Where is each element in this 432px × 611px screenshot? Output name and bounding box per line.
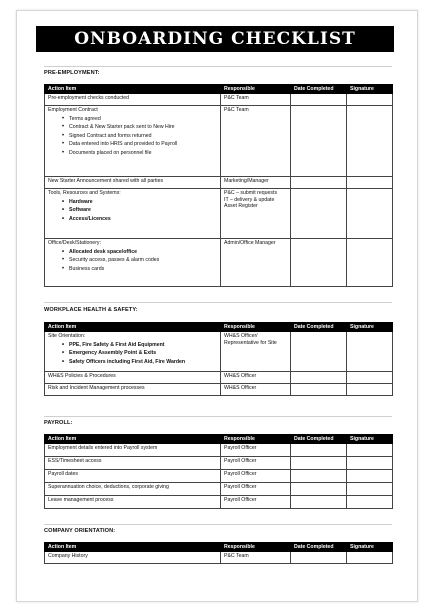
action-item: Company History	[45, 552, 221, 564]
date-completed-cell[interactable]	[291, 94, 347, 106]
table-row	[45, 444, 393, 457]
table-row	[45, 483, 393, 496]
bullet-list	[62, 341, 217, 367]
table-row	[45, 177, 393, 189]
date-completed-cell[interactable]	[291, 372, 347, 384]
list-item: • Documents placed on personnel file	[62, 149, 217, 158]
date-completed-cell[interactable]	[291, 496, 347, 509]
action-item: Payroll dates	[45, 470, 221, 483]
workplace-health-safety-table	[44, 322, 393, 396]
responsible: P&C – submit requests IT – delivery & update Asset Register	[221, 189, 291, 239]
page-title: ONBOARDING CHECKLIST	[36, 26, 394, 52]
divider	[44, 524, 392, 525]
table-row	[45, 470, 393, 483]
date-completed-cell[interactable]	[291, 457, 347, 470]
responsible: Payroll Officer	[221, 457, 291, 470]
responsible: Admin/Office Manager	[221, 239, 291, 287]
list-item: • Hardware	[62, 198, 217, 207]
signature-cell[interactable]	[347, 106, 393, 177]
signature-cell[interactable]	[347, 496, 393, 509]
responsible: P&C Team	[221, 552, 291, 564]
signature-cell[interactable]	[347, 457, 393, 470]
action-item: Tools, Resources and Systems:	[48, 190, 121, 196]
action-item: Site Orientation:	[48, 333, 86, 339]
responsible: Payroll Officer	[221, 483, 291, 496]
signature-cell[interactable]	[347, 552, 393, 564]
signature-cell[interactable]	[347, 189, 393, 239]
date-completed-cell[interactable]	[291, 189, 347, 239]
list-item: • Terms agreed	[62, 115, 217, 124]
list-item: • Access/Licences	[62, 215, 217, 224]
action-item-cell	[45, 106, 221, 177]
header-responsible: Responsible	[221, 543, 291, 552]
bullet-list	[62, 248, 217, 274]
responsible: Marketing/Manager	[221, 177, 291, 189]
signature-cell[interactable]	[347, 483, 393, 496]
table-row	[45, 384, 393, 396]
header-signature: Signature	[347, 435, 393, 444]
header-action-item: Action Item	[45, 543, 221, 552]
action-item: Office/Desk/Stationery:	[48, 240, 101, 246]
date-completed-cell[interactable]	[291, 552, 347, 564]
action-item: Employment Contract	[48, 107, 98, 113]
table-header-row	[45, 85, 393, 94]
table-header-row	[45, 323, 393, 332]
action-item: Superannuation choice, deductions, corporate giving	[45, 483, 221, 496]
table-row	[45, 372, 393, 384]
date-completed-cell[interactable]	[291, 384, 347, 396]
signature-cell[interactable]	[347, 372, 393, 384]
table-header-row	[45, 543, 393, 552]
signature-cell[interactable]	[347, 444, 393, 457]
table-row	[45, 94, 393, 106]
responsible: P&C Team	[221, 106, 291, 177]
list-item: • Safety Officers including First Aid, Fire Warden	[62, 358, 217, 367]
table-row	[45, 332, 393, 372]
list-item: • Emergency Assembly Point & Exits	[62, 349, 217, 358]
section-label-workplace-health-safety: WORKPLACE HEALTH & SAFETY:	[44, 307, 138, 313]
signature-cell[interactable]	[347, 94, 393, 106]
header-responsible: Responsible	[221, 323, 291, 332]
list-item: • Contract & New Starter pack sent to New Hire	[62, 123, 217, 132]
header-date-completed: Date Completed	[291, 543, 347, 552]
table-row	[45, 189, 393, 239]
header-responsible: Responsible	[221, 85, 291, 94]
responsible: WH&S Officer	[221, 384, 291, 396]
action-item: WH&S Policies & Procedures	[45, 372, 221, 384]
company-orientation-table	[44, 542, 393, 564]
header-signature: Signature	[347, 543, 393, 552]
header-signature: Signature	[347, 323, 393, 332]
list-item: • PPE, Fire Safety & First Aid Equipment	[62, 341, 217, 350]
date-completed-cell[interactable]	[291, 470, 347, 483]
divider	[44, 302, 392, 303]
header-signature: Signature	[347, 85, 393, 94]
header-action-item: Action Item	[45, 323, 221, 332]
section-label-company-orientation: COMPANY ORIENTATION:	[44, 528, 116, 534]
list-item: • Data entered into HRIS and provided to Payroll	[62, 140, 217, 149]
action-item: Pre-employment checks conducted	[45, 94, 221, 106]
action-item: Leave management process	[45, 496, 221, 509]
section-label-payroll: PAYROLL:	[44, 420, 73, 426]
signature-cell[interactable]	[347, 177, 393, 189]
divider	[44, 66, 392, 67]
action-item: ESS/Timesheet access	[45, 457, 221, 470]
action-item: Risk and Incident Management processes	[45, 384, 221, 396]
list-item: • Allocated desk space/office	[62, 248, 217, 257]
date-completed-cell[interactable]	[291, 483, 347, 496]
divider	[44, 416, 392, 417]
signature-cell[interactable]	[347, 239, 393, 287]
date-completed-cell[interactable]	[291, 444, 347, 457]
pre-employment-table	[44, 84, 393, 287]
responsible: Payroll Officer	[221, 444, 291, 457]
header-date-completed: Date Completed	[291, 323, 347, 332]
responsible: Payroll Officer	[221, 496, 291, 509]
action-item: New Starter Announcement shared with all parties	[45, 177, 221, 189]
table-row	[45, 552, 393, 564]
responsible: WH&S Officer/ Representative for Site	[221, 332, 291, 372]
table-row	[45, 457, 393, 470]
header-date-completed: Date Completed	[291, 85, 347, 94]
header-action-item: Action Item	[45, 435, 221, 444]
signature-cell[interactable]	[347, 384, 393, 396]
table-row	[45, 496, 393, 509]
list-item: • Signed Contract and forms returned	[62, 132, 217, 141]
header-action-item: Action Item	[45, 85, 221, 94]
action-item-cell	[45, 189, 221, 239]
header-responsible: Responsible	[221, 435, 291, 444]
action-item-cell	[45, 239, 221, 287]
responsible: Payroll Officer	[221, 470, 291, 483]
section-label-pre-employment: PRE-EMPLOYMENT:	[44, 70, 100, 76]
date-completed-cell[interactable]	[291, 332, 347, 372]
table-row	[45, 106, 393, 177]
date-completed-cell[interactable]	[291, 177, 347, 189]
signature-cell[interactable]	[347, 470, 393, 483]
responsible: P&C Team	[221, 94, 291, 106]
action-item: Employment details entered into Payroll system	[45, 444, 221, 457]
list-item: • Security access, passes & alarm codes	[62, 256, 217, 265]
header-date-completed: Date Completed	[291, 435, 347, 444]
payroll-table	[44, 434, 393, 509]
date-completed-cell[interactable]	[291, 239, 347, 287]
list-item: • Business cards	[62, 265, 217, 274]
signature-cell[interactable]	[347, 332, 393, 372]
responsible: WH&S Officer	[221, 372, 291, 384]
bullet-list	[62, 115, 217, 158]
date-completed-cell[interactable]	[291, 106, 347, 177]
table-header-row	[45, 435, 393, 444]
list-item: • Software	[62, 206, 217, 215]
action-item-cell	[45, 332, 221, 372]
table-row	[45, 239, 393, 287]
bullet-list	[62, 198, 217, 224]
